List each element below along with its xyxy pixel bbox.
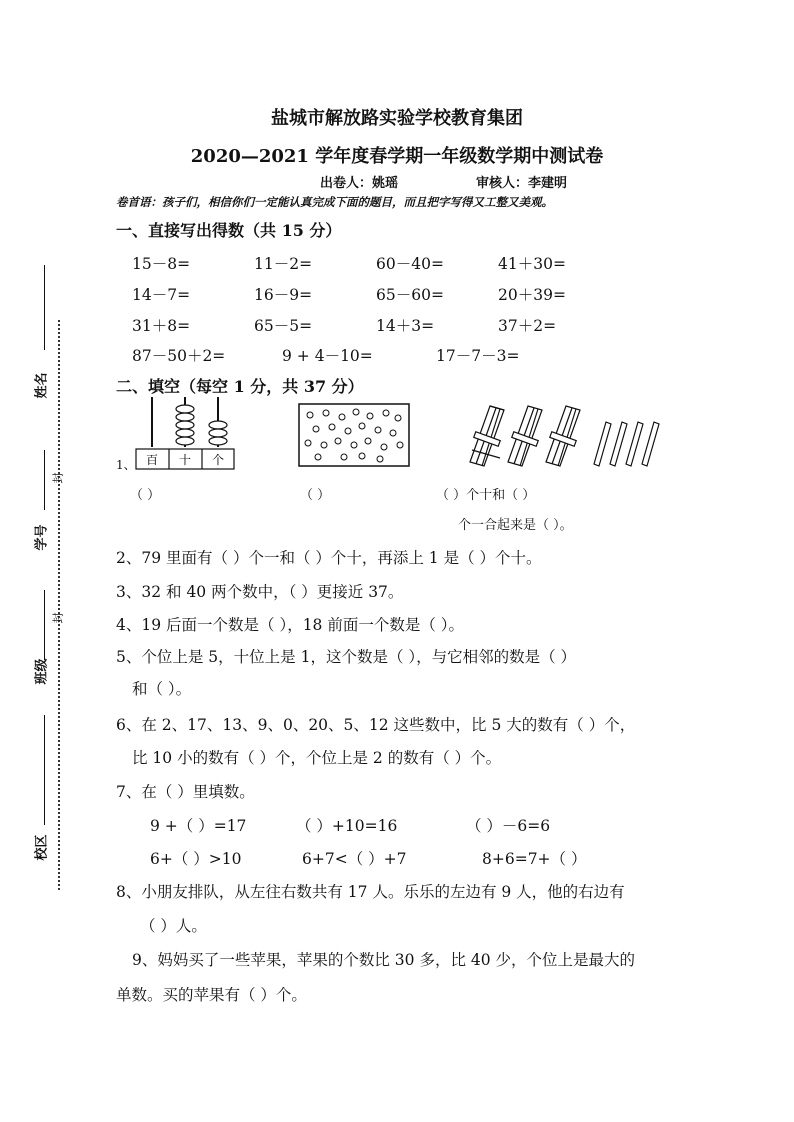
number-label: 学号 <box>34 524 50 551</box>
fill-equation: 9 +（ ）=17 <box>150 817 247 835</box>
name-line <box>44 265 45 350</box>
abacus-figure <box>130 395 240 475</box>
fill-equation: 6+（ ）>10 <box>150 850 242 868</box>
blank-bundles[interactable]: （ ）个十和（ ） <box>436 488 536 503</box>
exam-title: 2020—2021 学年度春学期一年级数学期中测试卷 <box>190 146 604 167</box>
equation: 16－9= <box>254 286 313 304</box>
abacus-label-ones: 个 <box>211 453 225 467</box>
question-9-cont: 单数。买的苹果有（ ）个。 <box>116 986 307 1004</box>
blank-bundles-total[interactable]: 个一合起来是（ ）。 <box>458 518 573 533</box>
question-6: 6、在 2、17、13、9、0、20、5、12 这些数中，比 5 大的数有（ ）个， <box>116 716 636 734</box>
reviewer-label: 审核人：李建明 <box>476 176 568 191</box>
question-9: 9、妈妈买了一些苹果，苹果的个数比 30 多，比 40 少，个位上是最大的 <box>132 951 636 969</box>
class-line <box>44 590 45 660</box>
question-7: 7、在（ ）里填数。 <box>116 783 255 801</box>
number-line <box>44 450 45 510</box>
campus-line <box>44 715 45 825</box>
section1-title: 一、直接写出得数（共 15 分） <box>116 221 342 240</box>
preface-note: 卷首语：孩子们，相信你们一定能认真完成下面的题目，而且把字写得又工整又美观。 <box>116 195 553 209</box>
section2-title: 二、填空（每空 1 分，共 37 分） <box>116 377 364 396</box>
question-3: 3、32 和 40 两个数中，（ ）更接近 37。 <box>116 583 404 601</box>
question-number: 1、 <box>116 458 136 472</box>
equation: 14－7= <box>132 286 191 304</box>
name-label: 姓名 <box>34 372 50 399</box>
seal-mark: 封 <box>51 612 65 624</box>
blank-dots[interactable]: （ ） <box>300 488 331 503</box>
blank-abacus[interactable]: （ ） <box>130 488 161 503</box>
equation: 31＋8= <box>132 317 191 335</box>
fill-equation: 6+7<（ ）+7 <box>302 850 407 868</box>
equation: 15－8= <box>132 255 191 273</box>
equation: 65－60= <box>376 286 444 304</box>
question-6-cont: 比 10 小的数有（ ）个，个位上是 2 的数有（ ）个。 <box>132 749 502 767</box>
equation: 17－7－3= <box>436 347 520 365</box>
stick-bundles-figure <box>460 400 670 470</box>
equation: 20＋39= <box>498 286 566 304</box>
seal-mark: 封 <box>51 472 65 484</box>
question-8-cont: （ ）人。 <box>140 917 207 935</box>
author-label: 出卷人：姚瑶 <box>320 176 399 191</box>
equation: 37＋2= <box>498 317 557 335</box>
page-title: 盐城市解放路实验学校教育集团 <box>271 108 523 129</box>
equation: 65－5= <box>254 317 313 335</box>
dots-box-figure <box>298 403 410 467</box>
class-label: 班级 <box>34 658 50 685</box>
fill-equation: （ ）－6=6 <box>466 817 551 835</box>
question-8: 8、小朋友排队，从左往右数共有 17 人。乐乐的左边有 9 人，他的右边有 <box>116 883 625 901</box>
question-4: 4、19 后面一个数是（ ），18 前面一个数是（ ）。 <box>116 616 465 634</box>
question-5: 5、个位上是 5，十位上是 1，这个数是（ ），与它相邻的数是（ ） <box>116 648 577 666</box>
campus-label: 校区 <box>34 834 50 861</box>
equation: 9 + 4－10= <box>282 347 373 365</box>
fill-equation: 8+6=7+（ ） <box>482 850 587 868</box>
equation: 41＋30= <box>498 255 566 273</box>
abacus-label-hundreds: 百 <box>145 453 159 467</box>
equation: 14＋3= <box>376 317 435 335</box>
question-2: 2、79 里面有（ ）个一和（ ）个十，再添上 1 是（ ）个十。 <box>116 549 542 567</box>
equation: 11－2= <box>254 255 313 273</box>
question-5-cont: 和（ ）。 <box>132 680 192 698</box>
equation: 60－40= <box>376 255 444 273</box>
equation: 87－50＋2= <box>132 347 226 365</box>
abacus-label-tens: 十 <box>178 453 192 467</box>
fill-equation: （ ）+10=16 <box>296 817 398 835</box>
seal-dotted-line <box>58 320 60 890</box>
